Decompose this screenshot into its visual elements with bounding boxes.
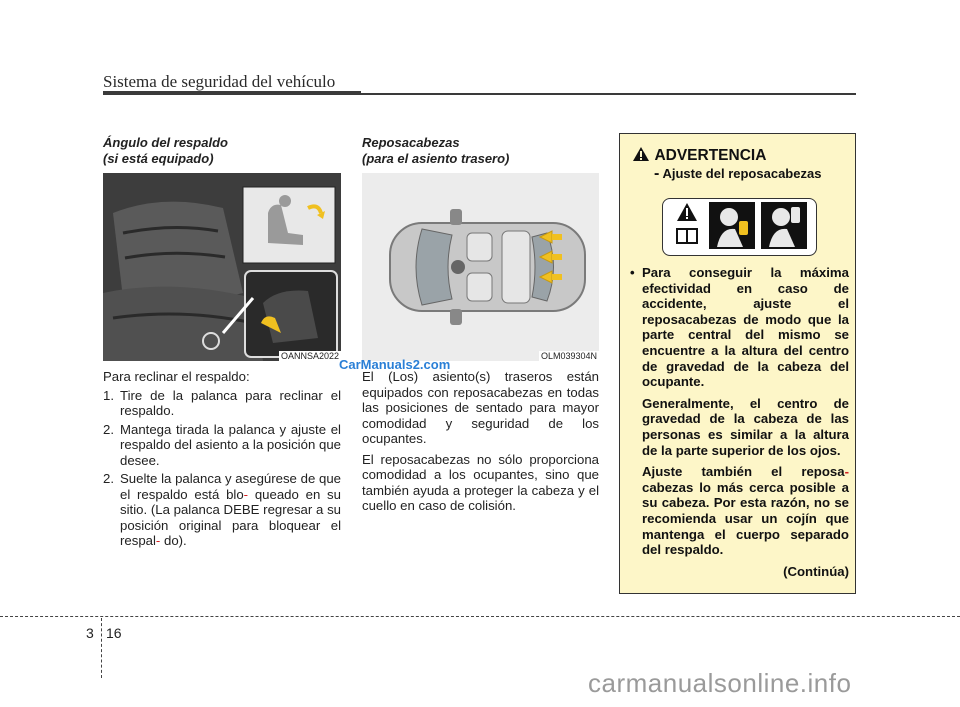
- instructions-intro: Para reclinar el respaldo:: [103, 369, 250, 384]
- watermark-link[interactable]: CarManuals2.com: [339, 357, 451, 372]
- seat-illustration: [103, 173, 341, 361]
- warning-paragraph: Generalmente, el centro de gravedad de la cabeza de las personas es similar a la altura de la parte superior de los ojos.: [642, 395, 849, 458]
- footer-divider: [101, 618, 102, 678]
- image-caption: OANNSA2022: [280, 351, 339, 361]
- list-item: [103, 388, 341, 419]
- step-text: queado en su sitio. (La palanca DEBE regresar a su posición original para bloquear el respal: [120, 486, 341, 548]
- warning-text-part: Ajuste también el reposa: [642, 464, 845, 480]
- footer-rule: [0, 616, 960, 617]
- step-text: Suelte la palanca y asegúrese de que el respaldo está blo: [120, 471, 341, 502]
- subtitle-dash: -: [654, 165, 660, 182]
- step-number: 1.: [103, 387, 114, 403]
- hyphen-mark: -: [243, 486, 249, 502]
- step-number: 2.: [103, 471, 114, 486]
- chapter-number: 3: [86, 625, 94, 641]
- continues-label: (Continúa): [783, 563, 849, 579]
- warning-bullet-item: [630, 265, 849, 579]
- seat-photo: [103, 173, 341, 361]
- warning-body: [630, 265, 849, 579]
- car-topview-illustration: [362, 173, 599, 361]
- car-topview-image: [362, 173, 599, 361]
- page-header-title: Sistema de seguridad del vehículo: [103, 72, 336, 91]
- paragraph: El (Los) asiento(s) traseros están equipados con reposacabezas en todas las posiciones de sentado para mayor comodidad y seguridad de los ocupantes.: [362, 369, 599, 446]
- warning-header: [632, 146, 766, 165]
- header-rule-thin: [361, 93, 856, 95]
- warning-paragraph: [642, 464, 849, 558]
- section-title-line2: (si está equipado): [103, 151, 214, 166]
- headrest-pictogram-icon: [663, 199, 813, 252]
- warning-box: [619, 133, 856, 594]
- list-item: [103, 422, 341, 469]
- warning-subtitle-row: [654, 165, 821, 183]
- backrest-instructions: [103, 369, 341, 549]
- section-title-line1: Ángulo del respaldo: [103, 135, 228, 150]
- section-title-line1: Reposacabezas: [362, 135, 460, 150]
- bullet-icon: •: [630, 265, 635, 280]
- warning-text-part: cabezas lo más cerca posible a su cabeza. Por esta razón, no se recomienda usar un cojín que mantenga el cuerpo separado del respaldo.: [642, 479, 849, 558]
- watermark-footer-link[interactable]: carmanualsonline.info: [588, 668, 852, 698]
- page-number: 16: [106, 625, 122, 641]
- headrest-description: [362, 369, 599, 514]
- list-item: [103, 471, 341, 549]
- step-number: 2.: [103, 421, 114, 437]
- hyphen-mark: -: [844, 464, 849, 480]
- step-text: Tire de la palanca para reclinar el respaldo.: [120, 387, 341, 418]
- header-rule: [103, 91, 361, 95]
- section-title-backrest: [103, 135, 343, 167]
- step-text: Mantega tirada la palanca y ajuste el respaldo del asiento a la posición que desee.: [120, 421, 341, 468]
- warning-title: ADVERTENCIA: [654, 147, 767, 164]
- image-caption: OLM039304N: [540, 351, 597, 361]
- warning-pictogram: [662, 198, 817, 256]
- section-title-headrest: [362, 135, 602, 167]
- paragraph: El reposacabezas no sólo proporciona comodidad a los ocupantes, sino que también ayuda a proteger la cabeza y el cuello en caso de colisión.: [362, 451, 599, 513]
- warning-paragraph: Para conseguir la máxima efectividad en caso de accidente, ajuste el reposacabezas de modo que la parte central del mismo se encuentre a la altura del centro de gravedad de la cabeza del ocupante.: [642, 265, 849, 390]
- section-title-line2: (para el asiento trasero): [362, 151, 510, 166]
- hyphen-mark: -: [155, 533, 161, 548]
- step-text: do).: [164, 533, 187, 548]
- warning-subtitle: Ajuste del reposacabezas: [662, 166, 822, 181]
- warning-triangle-icon: [632, 146, 650, 162]
